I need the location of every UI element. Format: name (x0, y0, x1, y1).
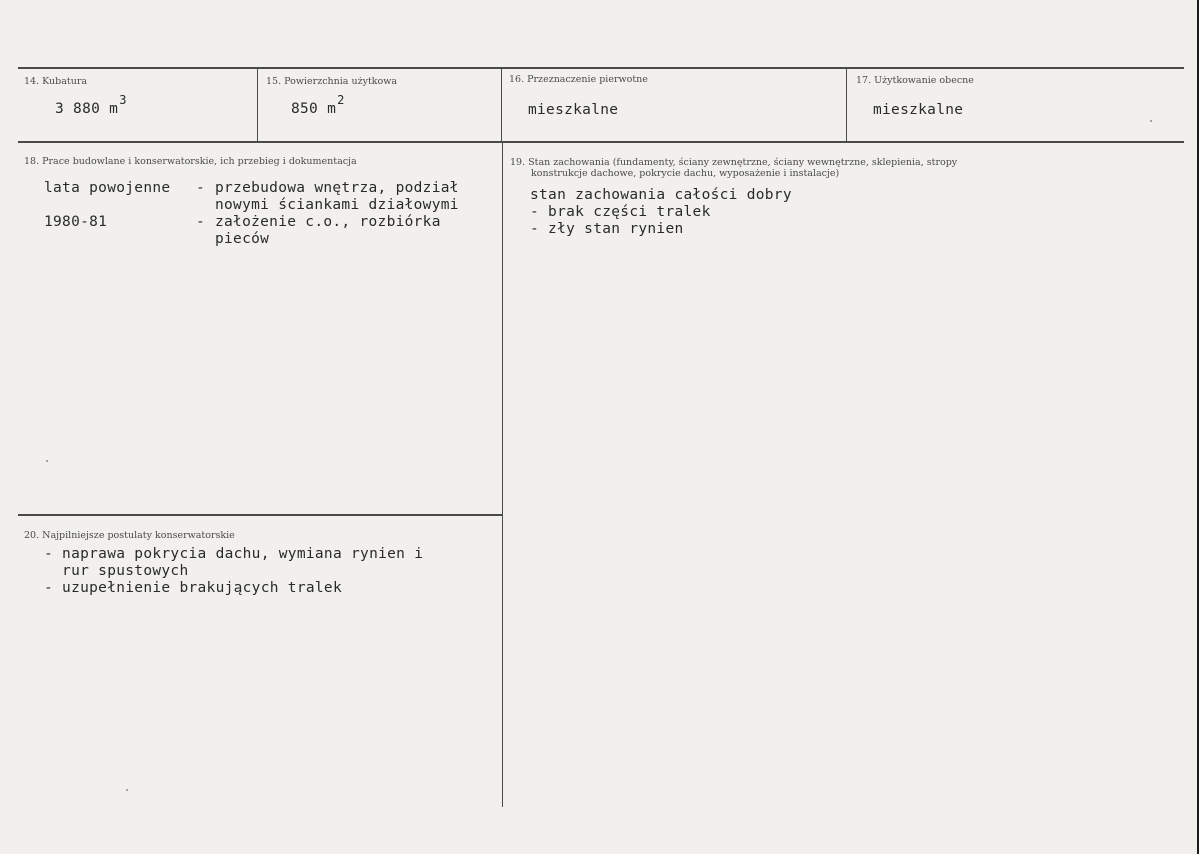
stan-zachowania-line-1: stan zachowania całości dobry (530, 187, 792, 203)
powierzchnia-value (291, 93, 345, 118)
paper-speck (46, 460, 48, 462)
stan-zachowania-label-line-2: konstrukcje dachowe, pokrycie dachu, wyposażenie i instalacje) (531, 168, 840, 179)
stan-zachowania-line-3: - zły stan rynien (530, 221, 684, 237)
prace-dash-1: - (196, 180, 206, 196)
prace-budowlane-label: 18. Prace budowlane i konserwatorskie, ich przebieg i dokumentacja (24, 156, 357, 167)
kubatura-unit-superscript: 3 (119, 93, 127, 107)
paper-speck (126, 789, 128, 791)
paper-speck (1150, 120, 1152, 122)
przeznaczenie-label: 16. Przeznaczenie pierwotne (509, 74, 648, 85)
prace-desc-1-line-1: przebudowa wnętrza, podział (215, 180, 459, 196)
prace-desc-2-line-1: założenie c.o., rozbiórka (215, 214, 441, 230)
prace-desc-2-line-2: pieców (215, 231, 270, 247)
postulaty-line-3: - uzupełnienie brakujących tralek (44, 580, 342, 596)
prace-period-2: 1980-81 (44, 214, 108, 230)
kubatura-value (55, 93, 127, 118)
postulaty-label: 20. Najpilniejsze postulaty konserwatorskie (24, 530, 235, 541)
divider-15-16 (501, 69, 502, 141)
prace-period-1: lata powojenne (44, 180, 171, 196)
divider-left-right-columns (502, 143, 503, 807)
przeznaczenie-value: mieszkalne (528, 102, 619, 118)
stan-zachowania-label-line-1: 19. Stan zachowania (fundamenty, ściany zewnętrzne, ściany wewnętrzne, sklepienia, stropy (510, 157, 958, 168)
powierzchnia-unit-superscript: 2 (337, 93, 345, 107)
powierzchnia-label: 15. Powierzchnia użytkowa (266, 76, 398, 87)
powierzchnia-number: 850 m (291, 101, 337, 117)
postulaty-line-1: - naprawa pokrycia dachu, wymiana rynien i (44, 546, 424, 562)
stan-zachowania-line-2: - brak części tralek (530, 204, 711, 220)
kubatura-number: 3 880 m (55, 101, 119, 117)
divider-14-15 (257, 69, 258, 141)
divider-16-17 (846, 69, 847, 141)
top-rule (18, 67, 1184, 69)
section-20-top-rule (18, 514, 502, 516)
header-row-bottom-rule (18, 141, 1184, 143)
prace-desc-1-line-2: nowymi ściankami działowymi (215, 197, 459, 213)
prace-dash-2: - (196, 214, 206, 230)
uzytkowanie-label: 17. Użytkowanie obecne (856, 75, 974, 86)
kubatura-label: 14. Kubatura (24, 76, 88, 87)
uzytkowanie-value: mieszkalne (873, 102, 964, 118)
postulaty-line-2: rur spustowych (44, 563, 189, 579)
